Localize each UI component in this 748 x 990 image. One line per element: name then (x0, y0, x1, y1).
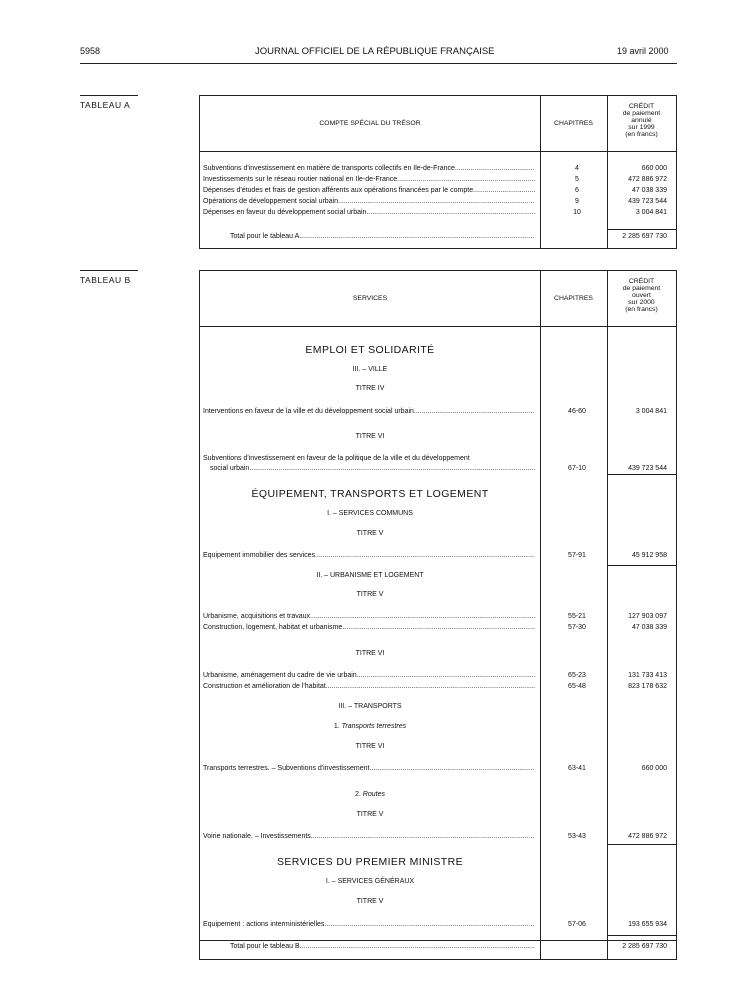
section-title: ÉQUIPEMENT, TRANSPORTS ET LOGEMENT (251, 488, 489, 500)
titre-label: TITRE V (356, 591, 384, 598)
titre-label: TITRE V (356, 811, 384, 818)
issue-date: 19 avril 2000 (617, 46, 669, 56)
table-row: Equipement immobilier des services ..... 57-91 45 912 958 (200, 551, 676, 561)
header-chapitres: CHAPITRES (554, 120, 593, 127)
titre-label: TITRE VI (355, 650, 385, 657)
table-row: Equipement : actions interministérielles ..... 57-06 193 655 934 (200, 920, 676, 930)
table-row: Opérations de développement social urbain ..... 9 439 723 544 (200, 197, 676, 207)
page-number: 5958 (80, 46, 101, 56)
table-row: Construction, logement, habitat et urbanisme ..... 57-30 47 038 339 (200, 623, 676, 633)
header-rule (80, 63, 677, 64)
titre-label: TITRE V (356, 530, 384, 537)
tableau-a (199, 95, 677, 249)
header-credit: CRÉDIT de paiement ouvert sur 2000 (en francs) (622, 278, 661, 313)
titre-label: TITRE IV (355, 385, 385, 392)
table-row: Interventions en faveur de la ville et du développement social urbain ..... 46-60 3 004 841 (200, 407, 676, 417)
total-row: Total pour le tableau A ..... 2 285 697 730 (200, 232, 676, 242)
subsection-title: 1. Transports terrestres (333, 723, 407, 730)
subsection-title: I. – SERVICES COMMUNS (327, 510, 413, 517)
tableau-a-tag: TABLEAU A (80, 100, 131, 110)
header-credit: CRÉDIT de paiement annulé sur 1999 (en francs) (622, 103, 661, 138)
table-row: Dépenses d'études et frais de gestion afférents aux opérations financées par le compte ..... 6 47 038 339 (200, 186, 676, 196)
section-title: EMPLOI ET SOLIDARITÉ (305, 344, 435, 356)
subsection-title: III. – VILLE (352, 366, 388, 373)
tableau-b (199, 270, 677, 960)
table-row: Urbanisme, aménagement du cadre de vie urbain ..... 65-23 131 733 413 (200, 671, 676, 681)
titre-label: TITRE VI (355, 743, 385, 750)
table-row: Subventions d'investissement en faveur de la politique de la ville et du développement social urbain ..... 67-10 439 723 544 (200, 454, 676, 474)
table-row: Dépenses en faveur du développement social urbain ..... 10 3 004 841 (200, 208, 676, 218)
table-row: Transports terrestres. – Subventions d'investissement ..... 63-41 660 000 (200, 764, 676, 774)
table-row: Investissements sur le réseau routier national en Ile-de-France ..... 5 472 886 972 (200, 175, 676, 185)
subsection-title: I. – SERVICES GÉNÉRAUX (325, 878, 415, 885)
subsection-title: II. – URBANISME ET LOGEMENT (316, 572, 424, 579)
header-chapitres: CHAPITRES (554, 295, 593, 302)
header-services: SERVICES (352, 295, 388, 302)
tableau-b-tag: TABLEAU B (80, 275, 131, 285)
titre-label: TITRE V (356, 898, 384, 905)
table-row: Subventions d'investissement en matière de transports collectifs en Ile-de-France ..... 4 660 000 (200, 164, 676, 174)
table-row: Construction et amélioration de l'habitat ..... 65-48 823 178 632 (200, 682, 676, 692)
titre-label: TITRE VI (355, 433, 385, 440)
subsection-title: 2. Routes (355, 791, 385, 798)
header-compte: COMPTE SPÉCIAL DU TRÉSOR (319, 120, 421, 127)
journal-title: JOURNAL OFFICIEL DE LA RÉPUBLIQUE FRANÇAISE (255, 46, 495, 57)
subsection-title: III. – TRANSPORTS (338, 703, 402, 710)
total-row: Total pour le tableau B ..... 2 285 697 730 (200, 942, 676, 952)
table-row: Urbanisme, acquisitions et travaux ..... 55-21 127 903 097 (200, 612, 676, 622)
table-row: Voirie nationale. – Investissements ..... 53-43 472 886 972 (200, 832, 676, 842)
section-title: SERVICES DU PREMIER MINISTRE (276, 856, 464, 868)
